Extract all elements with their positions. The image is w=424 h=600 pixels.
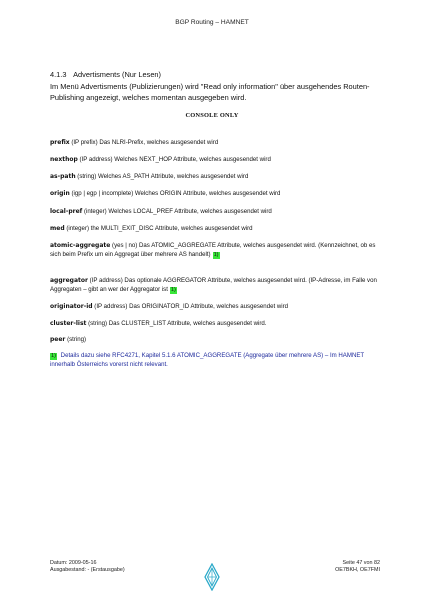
attribute-prefix bbox=[50, 139, 380, 148]
attribute-name: origin bbox=[50, 190, 70, 197]
attribute-name: prefix bbox=[50, 139, 70, 146]
attribute-name: originator-id bbox=[50, 303, 93, 310]
section-intro: Im Menü Advertisments (Publizierungen) wird "Read only information" über ausgehendes Routen-Publishing angezeigt, welches momentan ausgegeben wird. bbox=[50, 82, 370, 102]
section-title: Advertisments (Nur Lesen) bbox=[73, 70, 162, 79]
attribute-desc: (IP prefix) Das NLRI-Prefix, welches ausgesendet wird bbox=[69, 139, 219, 146]
footnote-reference[interactable]: 1) bbox=[213, 251, 219, 258]
footnote-mark: 1) bbox=[51, 353, 56, 359]
attribute-as-path bbox=[50, 173, 380, 182]
attribute-name: nexthop bbox=[50, 156, 78, 163]
attribute-desc: (yes | no) Das ATOMIC_AGGREGATE Attribute, welches ausgesendet wird. (Kennzeichnet, ob es sich beim Prefix um ein Aggregat über mehrere AS handelt) bbox=[50, 242, 376, 258]
attribute-name: cluster-list bbox=[50, 320, 87, 327]
footnote-reference[interactable]: 1) bbox=[170, 286, 176, 293]
attribute-desc: (string) Welches AS_PATH Attribute, welches ausgesendet wird bbox=[75, 173, 249, 180]
footer-left bbox=[50, 560, 125, 574]
attribute-desc: (integer) Welches LOCAL_PREF Attribute, welches ausgesendet wird bbox=[82, 208, 272, 215]
page-header-title: BGP Routing – HAMNET bbox=[175, 19, 249, 26]
attribute-desc: (IP address) Welches NEXT_HOP Attribute, welches ausgesendet wird bbox=[77, 156, 271, 163]
attribute-desc: (igp | egp | incomplete) Welches ORIGIN Attribute, welches ausgesendet wird bbox=[69, 190, 281, 197]
footer-date: Datum: 2009-05-16 bbox=[50, 560, 97, 566]
attribute-desc: (string) bbox=[65, 336, 87, 343]
attribute-desc: (IP address) Das optionale AGGREGATOR Attribute, welches ausgesendet wird. (IP-Adresse, im Falle von Aggregaten – gibt an wer der Aggregator ist bbox=[50, 277, 377, 293]
attribute-name: med bbox=[50, 225, 65, 232]
footer-page: Seite 47 von 82 bbox=[342, 560, 380, 566]
attribute-aggregator bbox=[50, 277, 380, 294]
attribute-desc: (string) Das CLUSTER_LIST Attribute, welches ausgesendet wird. bbox=[86, 320, 267, 327]
section-heading bbox=[50, 70, 161, 79]
footnote bbox=[50, 352, 380, 369]
attribute-med bbox=[50, 225, 380, 234]
attribute-peer bbox=[50, 336, 380, 345]
footer-edition: Ausgabestand: - (Erstausgabe) bbox=[50, 566, 125, 573]
console-only-label: CONSOLE ONLY bbox=[185, 112, 239, 119]
attribute-nexthop bbox=[50, 156, 380, 165]
hamnet-logo-icon bbox=[204, 563, 220, 591]
attribute-cluster-list bbox=[50, 320, 380, 329]
footer-authors: OE7BKH, OE7FMI bbox=[335, 566, 380, 573]
attribute-origin bbox=[50, 190, 380, 199]
attribute-name: peer bbox=[50, 336, 66, 343]
section-number: 4.1.3 bbox=[50, 70, 67, 79]
attribute-desc: (IP address) Das ORIGINATOR_ID Attribute, welches ausgesendet wird bbox=[92, 303, 289, 310]
footer-right bbox=[335, 560, 380, 574]
attribute-local-pref bbox=[50, 208, 380, 217]
attribute-desc: (integer) the MULTI_EXIT_DISC Attribute, welches ausgesendet wird bbox=[64, 225, 253, 232]
attribute-name: aggregator bbox=[50, 277, 88, 284]
attribute-atomic-aggregate bbox=[50, 242, 380, 259]
attribute-name: local-pref bbox=[50, 208, 83, 215]
attribute-originator-id bbox=[50, 303, 380, 312]
attribute-name: as-path bbox=[50, 173, 76, 180]
footnote-text: Details dazu siehe RFC4271, Kapitel 5.1.6 ATOMIC_AGGREGATE (Aggregate über mehrere AS) – Im HAMNET innerhalb Österreichs vorerst nicht relevant. bbox=[50, 352, 365, 368]
attribute-name: atomic-aggregate bbox=[50, 242, 111, 249]
